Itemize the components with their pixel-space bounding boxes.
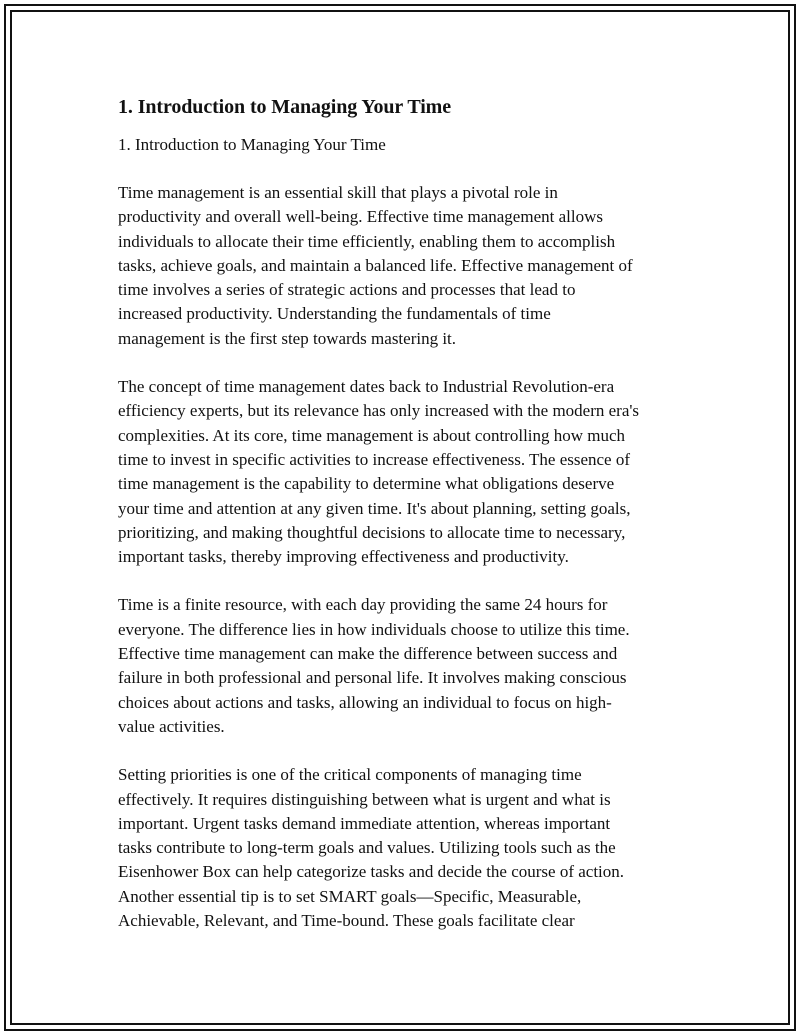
paragraph-line: complexities. At its core, time management is about controlling how much [118,425,626,445]
paragraph-line: productivity and overall well-being. Effective time management allows [118,207,603,227]
paragraph-line: effectively. It requires distinguishing between what is urgent and what is [118,789,611,809]
document-body [118,95,688,933]
paragraph-line: The concept of time management dates back to Industrial Revolution-era [118,377,615,397]
paragraph-line: everyone. The difference lies in how individuals choose to utilize this time. [118,619,630,639]
paragraph-line: failure in both professional and personal life. It involves making conscious [118,668,627,688]
paragraph-line: prioritizing, and making thoughtful decisions to allocate time to necessary, [118,522,626,542]
paragraph-line: time management is the capability to determine what obligations deserve [118,474,615,494]
paragraph-3 [118,593,688,739]
paragraph-line: increased productivity. Understanding the fundamentals of time [118,304,551,324]
paragraph-line: value activities. [118,716,225,736]
chapter-heading: 1. Introduction to Managing Your Time [118,96,452,118]
paragraph-line: your time and attention at any given time. It's about planning, setting goals, [118,498,631,518]
paragraph-4 [118,763,688,933]
paragraph-line: tasks contribute to long-term goals and values. Utilizing tools such as the [118,838,616,858]
paragraph-line: Another essential tip is to set SMART goals—Specific, Measurable, [118,886,582,906]
paragraph-line: Setting priorities is one of the critical components of managing time [118,765,582,785]
paragraph-line: Achievable, Relevant, and Time-bound. These goals facilitate clear [118,911,575,931]
paragraph-line: Time is a finite resource, with each day providing the same 24 hours for [118,595,608,615]
paragraph-line: Eisenhower Box can help categorize tasks and decide the course of action. [118,862,625,882]
chapter-subheading: 1. Introduction to Managing Your Time [118,135,386,154]
paragraph-line: individuals to allocate their time efficiently, enabling them to accomplish [118,231,616,251]
paragraph-line: Time management is an essential skill that plays a pivotal role in [118,183,558,202]
paragraph-line: efficiency experts, but its relevance has only increased with the modern era's [118,401,640,421]
paragraph-line: Effective time management can make the difference between success and [118,644,618,664]
paragraph-line: important. Urgent tasks demand immediate attention, whereas important [118,813,611,833]
paragraph-line: time to invest in specific activities to increase effectiveness. The essence of [118,449,631,469]
paragraph-2 [118,375,688,569]
paragraph-line: tasks, achieve goals, and maintain a balanced life. Effective management of [118,255,633,275]
paragraph-line: important tasks, thereby improving effectiveness and productivity. [118,547,569,567]
paragraph-line: management is the first step towards mastering it. [118,328,457,348]
paragraph-line: choices about actions and tasks, allowing an individual to focus on high- [118,692,612,712]
paragraph-1 [118,181,688,351]
paragraph-line: time involves a series of strategic actions and processes that lead to [118,280,576,300]
